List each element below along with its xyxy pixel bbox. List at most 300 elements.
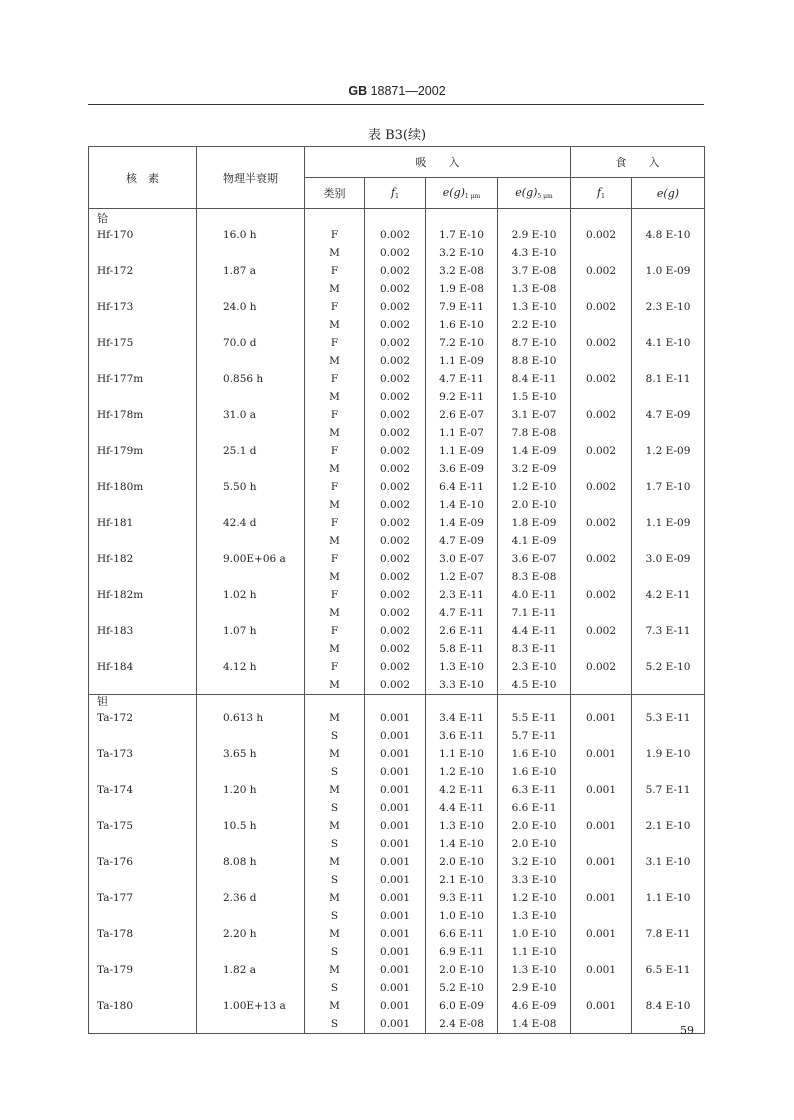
- cell-e-5um: 5.5 E-11: [498, 709, 571, 727]
- cell-e-1um: 1.2 E-10: [426, 763, 498, 781]
- cell-e-ingestion: [632, 676, 705, 695]
- cell-e-ingestion: 6.5 E-11: [632, 961, 705, 979]
- table-row: [89, 442, 705, 460]
- table-row: [89, 907, 705, 925]
- cell-class: F: [305, 406, 365, 424]
- cell-f1: 0.002: [365, 370, 426, 388]
- cell-e-5um: 8.4 E-11: [498, 370, 571, 388]
- cell-e-ingestion: 7.3 E-11: [632, 622, 705, 640]
- cell-e-1um: 9.3 E-11: [426, 889, 498, 907]
- cell-half-life: [197, 676, 305, 695]
- cell-half-life: 24.0 h: [197, 298, 305, 316]
- cell-f1-ingestion: [571, 604, 632, 622]
- cell-f1-ingestion: 0.001: [571, 709, 632, 727]
- cell-f1-ingestion: [571, 352, 632, 370]
- cell-f1-ingestion: 0.002: [571, 226, 632, 244]
- cell-f1: 0.002: [365, 586, 426, 604]
- cell-e-ingestion: [632, 316, 705, 334]
- cell-f1-ingestion: 0.002: [571, 298, 632, 316]
- cell-f1-ingestion: 0.002: [571, 550, 632, 568]
- table-row: [89, 835, 705, 853]
- cell-f1: 0.001: [365, 745, 426, 763]
- cell-e-ingestion: [632, 280, 705, 298]
- empty-cell: [426, 695, 498, 710]
- cell-e-1um: 1.2 E-07: [426, 568, 498, 586]
- cell-f1: 0.002: [365, 334, 426, 352]
- cell-nuclide: [89, 316, 197, 334]
- cell-nuclide: [89, 727, 197, 745]
- cell-e-1um: 1.1 E-07: [426, 424, 498, 442]
- table-row: [89, 658, 705, 676]
- cell-f1: 0.002: [365, 406, 426, 424]
- cell-nuclide: [89, 280, 197, 298]
- cell-f1-ingestion: 0.002: [571, 334, 632, 352]
- cell-half-life: 70.0 d: [197, 334, 305, 352]
- table-row: [89, 298, 705, 316]
- cell-e-1um: 2.0 E-10: [426, 853, 498, 871]
- col-header-f1: $f_1$: [365, 178, 426, 209]
- table-row: [89, 460, 705, 478]
- cell-e-5um: 5.7 E-11: [498, 727, 571, 745]
- cell-f1: 0.002: [365, 532, 426, 550]
- cell-f1-ingestion: 0.002: [571, 478, 632, 496]
- cell-nuclide: Ta-179: [89, 961, 197, 979]
- cell-e-1um: 3.0 E-07: [426, 550, 498, 568]
- cell-half-life: 1.20 h: [197, 781, 305, 799]
- cell-e-ingestion: 1.0 E-09: [632, 262, 705, 280]
- table-row: [89, 799, 705, 817]
- cell-nuclide: Hf-175: [89, 334, 197, 352]
- cell-e-1um: 1.1 E-09: [426, 352, 498, 370]
- cell-half-life: 16.0 h: [197, 226, 305, 244]
- cell-f1: 0.001: [365, 763, 426, 781]
- table-row: [89, 961, 705, 979]
- cell-e-ingestion: [632, 907, 705, 925]
- cell-e-ingestion: [632, 979, 705, 997]
- cell-e-5um: 1.3 E-10: [498, 961, 571, 979]
- cell-f1-ingestion: [571, 568, 632, 586]
- cell-f1-ingestion: 0.001: [571, 853, 632, 871]
- cell-f1-ingestion: 0.001: [571, 997, 632, 1015]
- cell-f1-ingestion: [571, 316, 632, 334]
- cell-f1-ingestion: 0.002: [571, 442, 632, 460]
- cell-half-life: [197, 1015, 305, 1034]
- table-row: [89, 262, 705, 280]
- standard-number: 18871—2002: [370, 84, 446, 98]
- cell-e-1um: 4.7 E-11: [426, 604, 498, 622]
- cell-class: M: [305, 853, 365, 871]
- cell-e-5um: 1.1 E-10: [498, 943, 571, 961]
- table-row: [89, 979, 705, 997]
- cell-e-ingestion: [632, 532, 705, 550]
- cell-e-1um: 6.9 E-11: [426, 943, 498, 961]
- element-group-row: [89, 695, 705, 710]
- cell-half-life: [197, 280, 305, 298]
- cell-nuclide: [89, 1015, 197, 1034]
- cell-e-1um: 1.4 E-09: [426, 514, 498, 532]
- cell-f1-ingestion: [571, 496, 632, 514]
- cell-class: S: [305, 979, 365, 997]
- cell-e-ingestion: [632, 244, 705, 262]
- cell-f1: 0.001: [365, 835, 426, 853]
- cell-e-1um: 6.0 E-09: [426, 997, 498, 1015]
- cell-class: M: [305, 997, 365, 1015]
- cell-nuclide: Hf-182m: [89, 586, 197, 604]
- cell-f1-ingestion: 0.002: [571, 622, 632, 640]
- cell-e-5um: 3.3 E-10: [498, 871, 571, 889]
- cell-e-5um: 3.7 E-08: [498, 262, 571, 280]
- cell-e-ingestion: 5.2 E-10: [632, 658, 705, 676]
- cell-e-1um: 3.6 E-11: [426, 727, 498, 745]
- table-row: [89, 604, 705, 622]
- cell-e-5um: 4.1 E-09: [498, 532, 571, 550]
- empty-cell: [197, 695, 305, 710]
- cell-e-5um: 2.9 E-10: [498, 226, 571, 244]
- cell-f1-ingestion: [571, 943, 632, 961]
- cell-e-1um: 3.6 E-09: [426, 460, 498, 478]
- cell-half-life: [197, 799, 305, 817]
- cell-e-ingestion: 5.3 E-11: [632, 709, 705, 727]
- table-row: [89, 622, 705, 640]
- cell-e-ingestion: 4.8 E-10: [632, 226, 705, 244]
- cell-e-1um: 3.2 E-10: [426, 244, 498, 262]
- cell-nuclide: [89, 871, 197, 889]
- cell-f1-ingestion: [571, 727, 632, 745]
- cell-half-life: [197, 835, 305, 853]
- cell-e-5um: 1.0 E-10: [498, 925, 571, 943]
- cell-class: M: [305, 244, 365, 262]
- cell-e-1um: 2.1 E-10: [426, 871, 498, 889]
- cell-e-ingestion: 8.4 E-10: [632, 997, 705, 1015]
- cell-class: M: [305, 388, 365, 406]
- cell-e-1um: 4.7 E-11: [426, 370, 498, 388]
- cell-half-life: [197, 727, 305, 745]
- cell-f1: 0.002: [365, 226, 426, 244]
- cell-class: M: [305, 280, 365, 298]
- col-header-class: 类别: [305, 178, 365, 209]
- cell-e-1um: 4.7 E-09: [426, 532, 498, 550]
- cell-class: F: [305, 298, 365, 316]
- cell-nuclide: [89, 640, 197, 658]
- cell-half-life: [197, 763, 305, 781]
- cell-nuclide: Hf-172: [89, 262, 197, 280]
- cell-e-1um: 1.1 E-09: [426, 442, 498, 460]
- table-row: [89, 226, 705, 244]
- cell-e-ingestion: [632, 424, 705, 442]
- cell-f1-ingestion: 0.002: [571, 406, 632, 424]
- cell-nuclide: Hf-178m: [89, 406, 197, 424]
- table-row: [89, 514, 705, 532]
- cell-e-1um: 1.1 E-10: [426, 745, 498, 763]
- cell-half-life: [197, 460, 305, 478]
- empty-cell: [632, 209, 705, 227]
- cell-nuclide: [89, 424, 197, 442]
- cell-f1: 0.002: [365, 640, 426, 658]
- cell-nuclide: [89, 979, 197, 997]
- cell-half-life: 3.65 h: [197, 745, 305, 763]
- cell-e-5um: 2.2 E-10: [498, 316, 571, 334]
- cell-f1: 0.001: [365, 709, 426, 727]
- cell-f1: 0.002: [365, 280, 426, 298]
- cell-class: M: [305, 817, 365, 835]
- cell-class: M: [305, 640, 365, 658]
- cell-nuclide: [89, 496, 197, 514]
- cell-half-life: 10.5 h: [197, 817, 305, 835]
- cell-half-life: 0.613 h: [197, 709, 305, 727]
- cell-class: M: [305, 781, 365, 799]
- cell-f1: 0.002: [365, 514, 426, 532]
- empty-cell: [365, 209, 426, 227]
- col-header-ingestion: 食 入: [571, 147, 705, 178]
- cell-f1: 0.001: [365, 925, 426, 943]
- empty-cell: [426, 209, 498, 227]
- cell-e-5um: 2.9 E-10: [498, 979, 571, 997]
- cell-e-5um: 4.5 E-10: [498, 676, 571, 695]
- cell-e-ingestion: [632, 640, 705, 658]
- table-row: [89, 763, 705, 781]
- element-group-row: [89, 209, 705, 227]
- cell-half-life: [197, 943, 305, 961]
- cell-f1: 0.001: [365, 1015, 426, 1034]
- cell-f1: 0.002: [365, 316, 426, 334]
- cell-nuclide: Ta-180: [89, 997, 197, 1015]
- cell-half-life: [197, 604, 305, 622]
- cell-f1-ingestion: [571, 763, 632, 781]
- cell-nuclide: [89, 835, 197, 853]
- page-number: 59: [680, 1024, 694, 1037]
- col-header-e-1um: $e(g)_{1 \mu m}$: [426, 178, 498, 209]
- cell-f1-ingestion: 0.001: [571, 817, 632, 835]
- cell-half-life: [197, 568, 305, 586]
- cell-nuclide: Hf-173: [89, 298, 197, 316]
- table-row: [89, 280, 705, 298]
- cell-nuclide: Hf-170: [89, 226, 197, 244]
- table-row: [89, 676, 705, 695]
- cell-half-life: 1.00E+13 a: [197, 997, 305, 1015]
- cell-nuclide: [89, 799, 197, 817]
- cell-f1: 0.002: [365, 244, 426, 262]
- cell-nuclide: Ta-177: [89, 889, 197, 907]
- cell-f1-ingestion: [571, 244, 632, 262]
- cell-e-5um: 8.3 E-08: [498, 568, 571, 586]
- empty-cell: [632, 695, 705, 710]
- cell-f1: 0.002: [365, 604, 426, 622]
- cell-f1-ingestion: [571, 871, 632, 889]
- table-row: [89, 943, 705, 961]
- cell-half-life: 42.4 d: [197, 514, 305, 532]
- cell-half-life: 1.07 h: [197, 622, 305, 640]
- header-rule: [88, 104, 704, 105]
- cell-class: M: [305, 532, 365, 550]
- cell-f1-ingestion: 0.001: [571, 961, 632, 979]
- col-header-nuclide: 核 素: [89, 147, 197, 209]
- cell-class: S: [305, 763, 365, 781]
- cell-e-5um: 1.8 E-09: [498, 514, 571, 532]
- table-row: [89, 532, 705, 550]
- cell-e-1um: 5.2 E-10: [426, 979, 498, 997]
- cell-e-1um: 1.4 E-10: [426, 835, 498, 853]
- cell-f1-ingestion: 0.002: [571, 370, 632, 388]
- cell-e-ingestion: 1.1 E-10: [632, 889, 705, 907]
- cell-f1-ingestion: [571, 640, 632, 658]
- cell-e-ingestion: [632, 763, 705, 781]
- cell-f1: 0.001: [365, 727, 426, 745]
- cell-e-5um: 4.3 E-10: [498, 244, 571, 262]
- table-row: [89, 853, 705, 871]
- cell-class: S: [305, 943, 365, 961]
- cell-class: M: [305, 889, 365, 907]
- empty-cell: [305, 695, 365, 710]
- empty-cell: [365, 695, 426, 710]
- col-header-inhalation: 吸 入: [305, 147, 571, 178]
- cell-e-5um: 4.6 E-09: [498, 997, 571, 1015]
- cell-e-ingestion: [632, 604, 705, 622]
- cell-e-5um: 1.2 E-10: [498, 889, 571, 907]
- empty-cell: [571, 695, 632, 710]
- cell-nuclide: [89, 460, 197, 478]
- cell-half-life: 1.87 a: [197, 262, 305, 280]
- cell-nuclide: Ta-173: [89, 745, 197, 763]
- cell-f1: 0.002: [365, 478, 426, 496]
- cell-half-life: 9.00E+06 a: [197, 550, 305, 568]
- cell-class: F: [305, 226, 365, 244]
- cell-half-life: 25.1 d: [197, 442, 305, 460]
- cell-class: F: [305, 262, 365, 280]
- cell-class: S: [305, 907, 365, 925]
- cell-class: F: [305, 658, 365, 676]
- cell-e-5um: 8.8 E-10: [498, 352, 571, 370]
- cell-class: F: [305, 514, 365, 532]
- cell-f1-ingestion: 0.001: [571, 745, 632, 763]
- cell-class: M: [305, 424, 365, 442]
- cell-class: S: [305, 799, 365, 817]
- cell-class: S: [305, 727, 365, 745]
- table-row: [89, 388, 705, 406]
- cell-e-1um: 2.4 E-08: [426, 1015, 498, 1034]
- cell-f1: 0.002: [365, 622, 426, 640]
- cell-e-ingestion: 4.7 E-09: [632, 406, 705, 424]
- cell-f1: 0.002: [365, 658, 426, 676]
- table-row: [89, 640, 705, 658]
- cell-e-ingestion: [632, 568, 705, 586]
- cell-e-5um: 3.2 E-09: [498, 460, 571, 478]
- cell-e-1um: 3.3 E-10: [426, 676, 498, 695]
- table-row: [89, 478, 705, 496]
- cell-e-5um: 1.3 E-10: [498, 907, 571, 925]
- cell-e-5um: 2.0 E-10: [498, 496, 571, 514]
- cell-e-5um: 3.1 E-07: [498, 406, 571, 424]
- cell-f1-ingestion: [571, 907, 632, 925]
- table-row: [89, 889, 705, 907]
- cell-half-life: 8.08 h: [197, 853, 305, 871]
- cell-half-life: 31.0 a: [197, 406, 305, 424]
- cell-e-ingestion: 1.1 E-09: [632, 514, 705, 532]
- cell-half-life: [197, 871, 305, 889]
- table-row: [89, 316, 705, 334]
- cell-nuclide: Ta-174: [89, 781, 197, 799]
- cell-e-1um: 1.6 E-10: [426, 316, 498, 334]
- cell-e-ingestion: [632, 388, 705, 406]
- cell-f1: 0.001: [365, 961, 426, 979]
- cell-e-1um: 3.2 E-08: [426, 262, 498, 280]
- cell-class: F: [305, 334, 365, 352]
- cell-f1-ingestion: 0.002: [571, 658, 632, 676]
- col-header-f1-ingestion: $f_1$: [571, 178, 632, 209]
- cell-half-life: [197, 352, 305, 370]
- cell-e-1um: 9.2 E-11: [426, 388, 498, 406]
- cell-f1: 0.001: [365, 817, 426, 835]
- cell-e-1um: 2.6 E-11: [426, 622, 498, 640]
- cell-e-5um: 2.3 E-10: [498, 658, 571, 676]
- cell-f1: 0.002: [365, 550, 426, 568]
- cell-f1-ingestion: [571, 424, 632, 442]
- table-body: [89, 209, 705, 1034]
- cell-e-5um: 7.8 E-08: [498, 424, 571, 442]
- cell-f1-ingestion: [571, 460, 632, 478]
- cell-e-ingestion: [632, 799, 705, 817]
- cell-f1: 0.002: [365, 442, 426, 460]
- cell-nuclide: Hf-180m: [89, 478, 197, 496]
- cell-f1: 0.001: [365, 979, 426, 997]
- cell-nuclide: [89, 676, 197, 695]
- cell-e-ingestion: 3.1 E-10: [632, 853, 705, 871]
- cell-half-life: [197, 388, 305, 406]
- cell-e-1um: 2.0 E-10: [426, 961, 498, 979]
- cell-e-1um: 1.4 E-10: [426, 496, 498, 514]
- cell-f1-ingestion: [571, 799, 632, 817]
- cell-e-5um: 1.3 E-08: [498, 280, 571, 298]
- cell-class: F: [305, 586, 365, 604]
- cell-class: F: [305, 550, 365, 568]
- table-row: [89, 817, 705, 835]
- table-row: [89, 568, 705, 586]
- cell-f1: 0.002: [365, 388, 426, 406]
- cell-f1: 0.002: [365, 460, 426, 478]
- cell-f1: 0.002: [365, 424, 426, 442]
- cell-f1-ingestion: [571, 676, 632, 695]
- cell-f1: 0.001: [365, 871, 426, 889]
- cell-f1: 0.001: [365, 781, 426, 799]
- cell-class: F: [305, 370, 365, 388]
- cell-e-1um: 5.8 E-11: [426, 640, 498, 658]
- table-row: [89, 727, 705, 745]
- table-caption: 表 B3(续): [367, 128, 427, 143]
- cell-e-ingestion: [632, 727, 705, 745]
- empty-cell: [197, 209, 305, 227]
- cell-nuclide: [89, 604, 197, 622]
- cell-e-1um: 2.3 E-11: [426, 586, 498, 604]
- cell-half-life: [197, 532, 305, 550]
- empty-cell: [498, 209, 571, 227]
- cell-class: F: [305, 478, 365, 496]
- cell-e-1um: 6.6 E-11: [426, 925, 498, 943]
- cell-f1: 0.002: [365, 352, 426, 370]
- cell-f1-ingestion: [571, 388, 632, 406]
- col-header-e-5um: $e(g)_{5 \mu m}$: [498, 178, 571, 209]
- cell-e-ingestion: [632, 835, 705, 853]
- cell-nuclide: Ta-175: [89, 817, 197, 835]
- cell-f1: 0.001: [365, 853, 426, 871]
- cell-e-1um: 4.2 E-11: [426, 781, 498, 799]
- cell-e-1um: 1.9 E-08: [426, 280, 498, 298]
- cell-f1-ingestion: [571, 532, 632, 550]
- cell-e-5um: 8.7 E-10: [498, 334, 571, 352]
- cell-half-life: 2.36 d: [197, 889, 305, 907]
- cell-e-1um: 4.4 E-11: [426, 799, 498, 817]
- cell-e-1um: 6.4 E-11: [426, 478, 498, 496]
- cell-f1: 0.002: [365, 676, 426, 695]
- cell-nuclide: [89, 244, 197, 262]
